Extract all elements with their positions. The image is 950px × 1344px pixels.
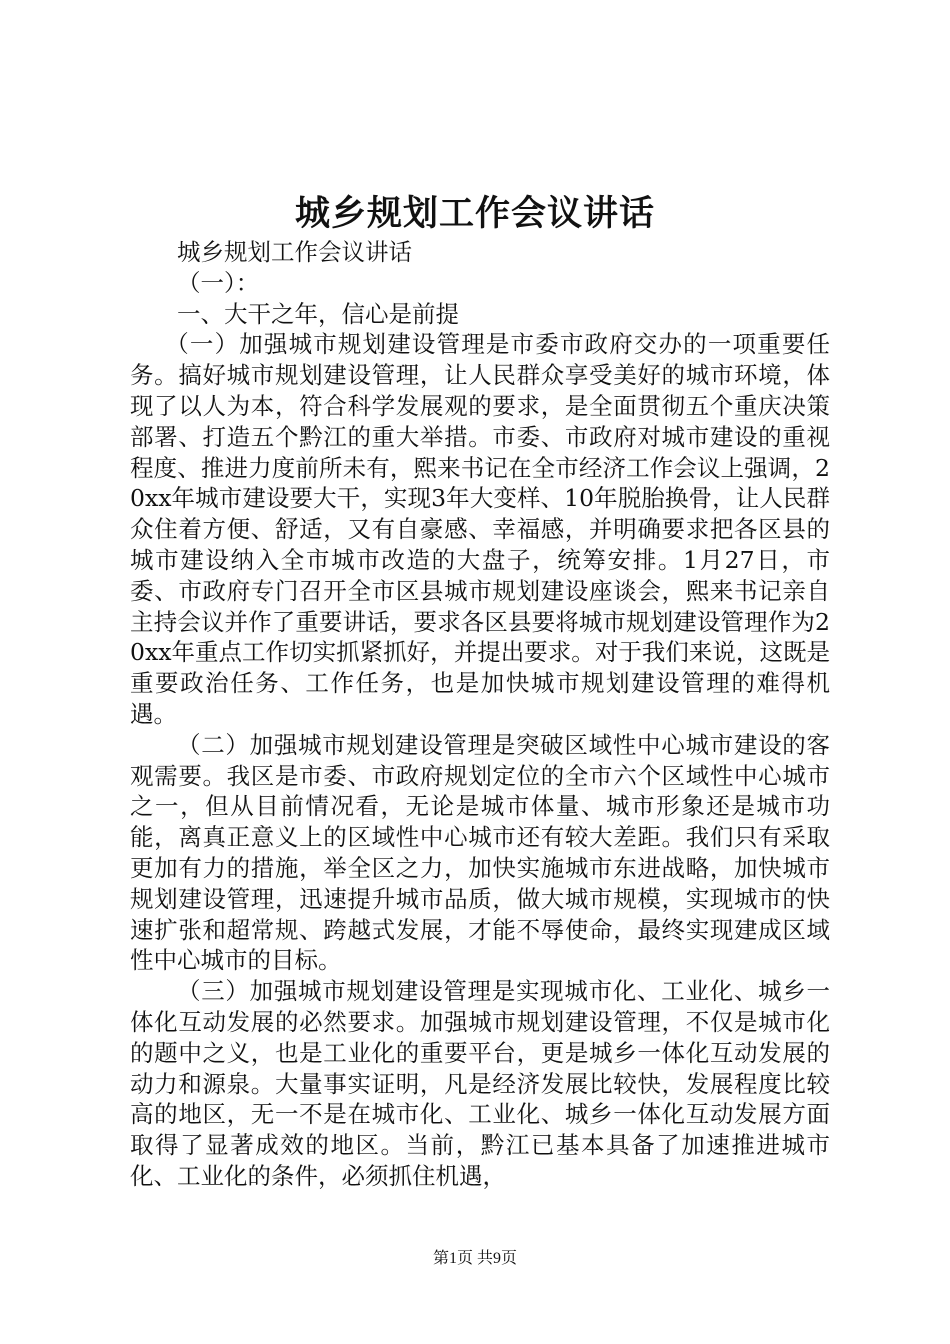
document-body — [130, 237, 830, 1192]
document-title: 城乡规划工作会议讲话 — [294, 194, 655, 234]
body-paragraph: （一）加强城市规划建设管理是市委市政府交办的一项重要任务。搞好城市规划建设管理，让人民群众享受美好的城市环境，体现了以人为本，符合科学发展观的要求，是全面贯彻五个重庆决策部署、打造五个黔江的重大举措。市委、市政府对城市建设的重视程度、推进力度前所未有，熙来书记在全市经济工作会议上强调，20xx年城市建设要大干，实现3年大变样、10年脱胎换骨，让人民群众住着方便、舒适，又有自豪感、幸福感，并明确要求把各区县的城市建设纳入全市城市改造的大盘子，统筹安排。1月27日，市委、市政府专门召开全市区县城市规划建设座谈会，熙来书记亲自主持会议并作了重要讲话，要求各区县要将城市规划建设管理作为20xx年重点工作切实抓紧抓好，并提出要求。对于我们来说，这既是重要政治任务、工作任务，也是加快城市规划建设管理的难得机遇。 — [130, 330, 830, 728]
section-heading-paragraph: 一、大干之年，信心是前提 — [177, 299, 459, 328]
page-footer: 第1页 共9页 — [432, 1250, 517, 1267]
subtitle-paragraph: 城乡规划工作会议讲话 — [177, 238, 412, 266]
body-paragraph: （三）加强城市规划建设管理是实现城市化、工业化、城乡一体化互动发展的必然要求。加强城市规划建设管理，不仅是城市化的题中之义，也是工业化的重要平台，更是城乡一体化互动发展的动力和源泉。大量事实证明，凡是经济发展比较快，发展程度比较高的地区，无一不是在城市化、工业化、城乡一体化互动发展方面取得了显著成效的地区。当前，黔江已基本具备了加速推进城市化、工业化的条件，必须抓住机遇， — [130, 977, 830, 1190]
section-number-paragraph: （一）： — [177, 268, 260, 297]
body-paragraph: （二）加强城市规划建设管理是突破区域性中心城市建设的客观需要。我区是市委、市政府规划定位的全市六个区域性中心城市之一，但从目前情况看，无论是城市体量、城市形象还是城市功能，离真正意义上的区域性中心城市还有较大差距。我们只有采取更加有力的措施，举全区之力，加快实施城市东进战略，加快城市规划建设管理，迅速提升城市品质，做大城市规模，实现城市的快速扩张和超常规、跨越式发展，才能不辱使命，最终实现建成区域性中心城市的目标。 — [130, 730, 830, 975]
